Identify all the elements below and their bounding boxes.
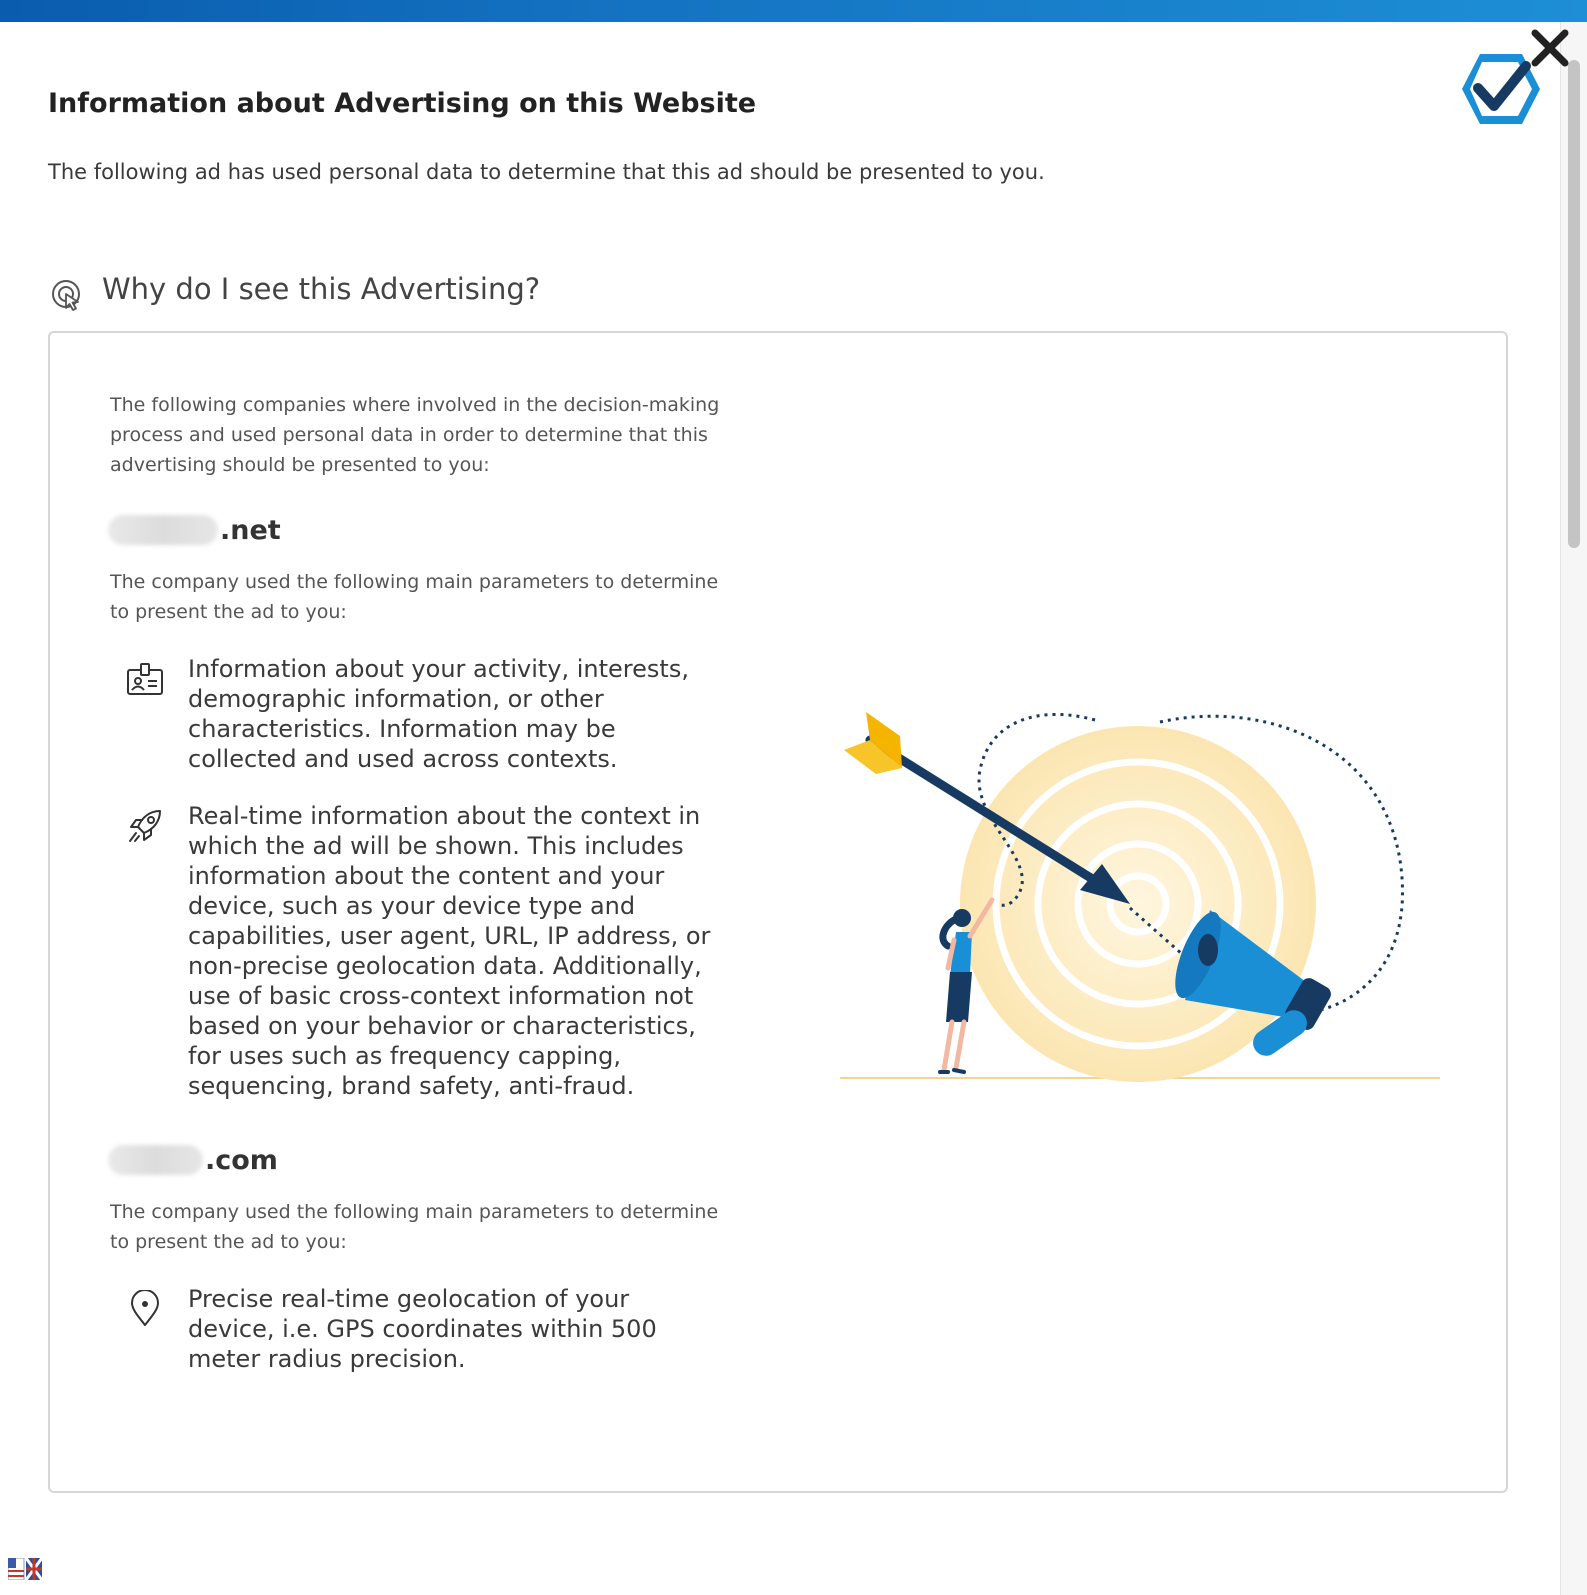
company-1	[108, 512, 281, 548]
company-2-param-1	[126, 1284, 726, 1374]
location-pin-icon	[126, 1290, 164, 1328]
companies-intro: The following companies where involved in the decision-making process and used personal data in order to determine that this advertising should be presented to you:	[110, 394, 720, 476]
dialog-subtitle: The following ad has used personal data to determine that this ad should be presented to you.	[48, 160, 1045, 184]
redacted-company-name	[108, 1145, 203, 1175]
id-badge-icon	[126, 660, 164, 698]
dialog-title: Information about Advertising on this Website	[48, 88, 757, 119]
company-2	[108, 1142, 278, 1178]
param-text: Information about your activity, interests, demographic information, or other characteristics. Information may be collected and used across contexts.	[188, 655, 689, 773]
company-1-domain: .net	[220, 514, 281, 546]
section-heading: Why do I see this Advertising?	[102, 272, 541, 306]
param-text: Precise real-time geolocation of your device, i.e. GPS coordinates within 500 meter radius precision.	[188, 1285, 657, 1373]
language-flag-icon[interactable]	[8, 1558, 42, 1580]
company-1-param-1	[126, 654, 726, 774]
redacted-company-name	[108, 515, 218, 545]
company-2-params-intro: The company used the following main parameters to determine to present the ad to you:	[110, 1201, 719, 1253]
param-text: Real-time information about the context in which the ad will be shown. This includes information about the content and your device, such as your device type and capabilities, user agent, URL, IP address, or non-precise geolocation data. Additionally, use of basic cross-context information not based on your behavior or characteristics, for uses such as frequency capping, sequencing, brand safety, anti-fraud.	[188, 802, 711, 1100]
scrollbar-thumb[interactable]	[1568, 60, 1580, 548]
top-accent-bar	[0, 0, 1587, 22]
rocket-icon	[126, 807, 164, 845]
target-cursor-icon	[50, 278, 84, 312]
target-arrow-megaphone-illustration	[840, 700, 1450, 1100]
company-1-param-2	[126, 801, 726, 1101]
close-icon[interactable]	[1527, 25, 1573, 71]
company-1-params-intro: The company used the following main parameters to determine to present the ad to you:	[110, 571, 719, 623]
company-2-domain: .com	[205, 1144, 278, 1176]
